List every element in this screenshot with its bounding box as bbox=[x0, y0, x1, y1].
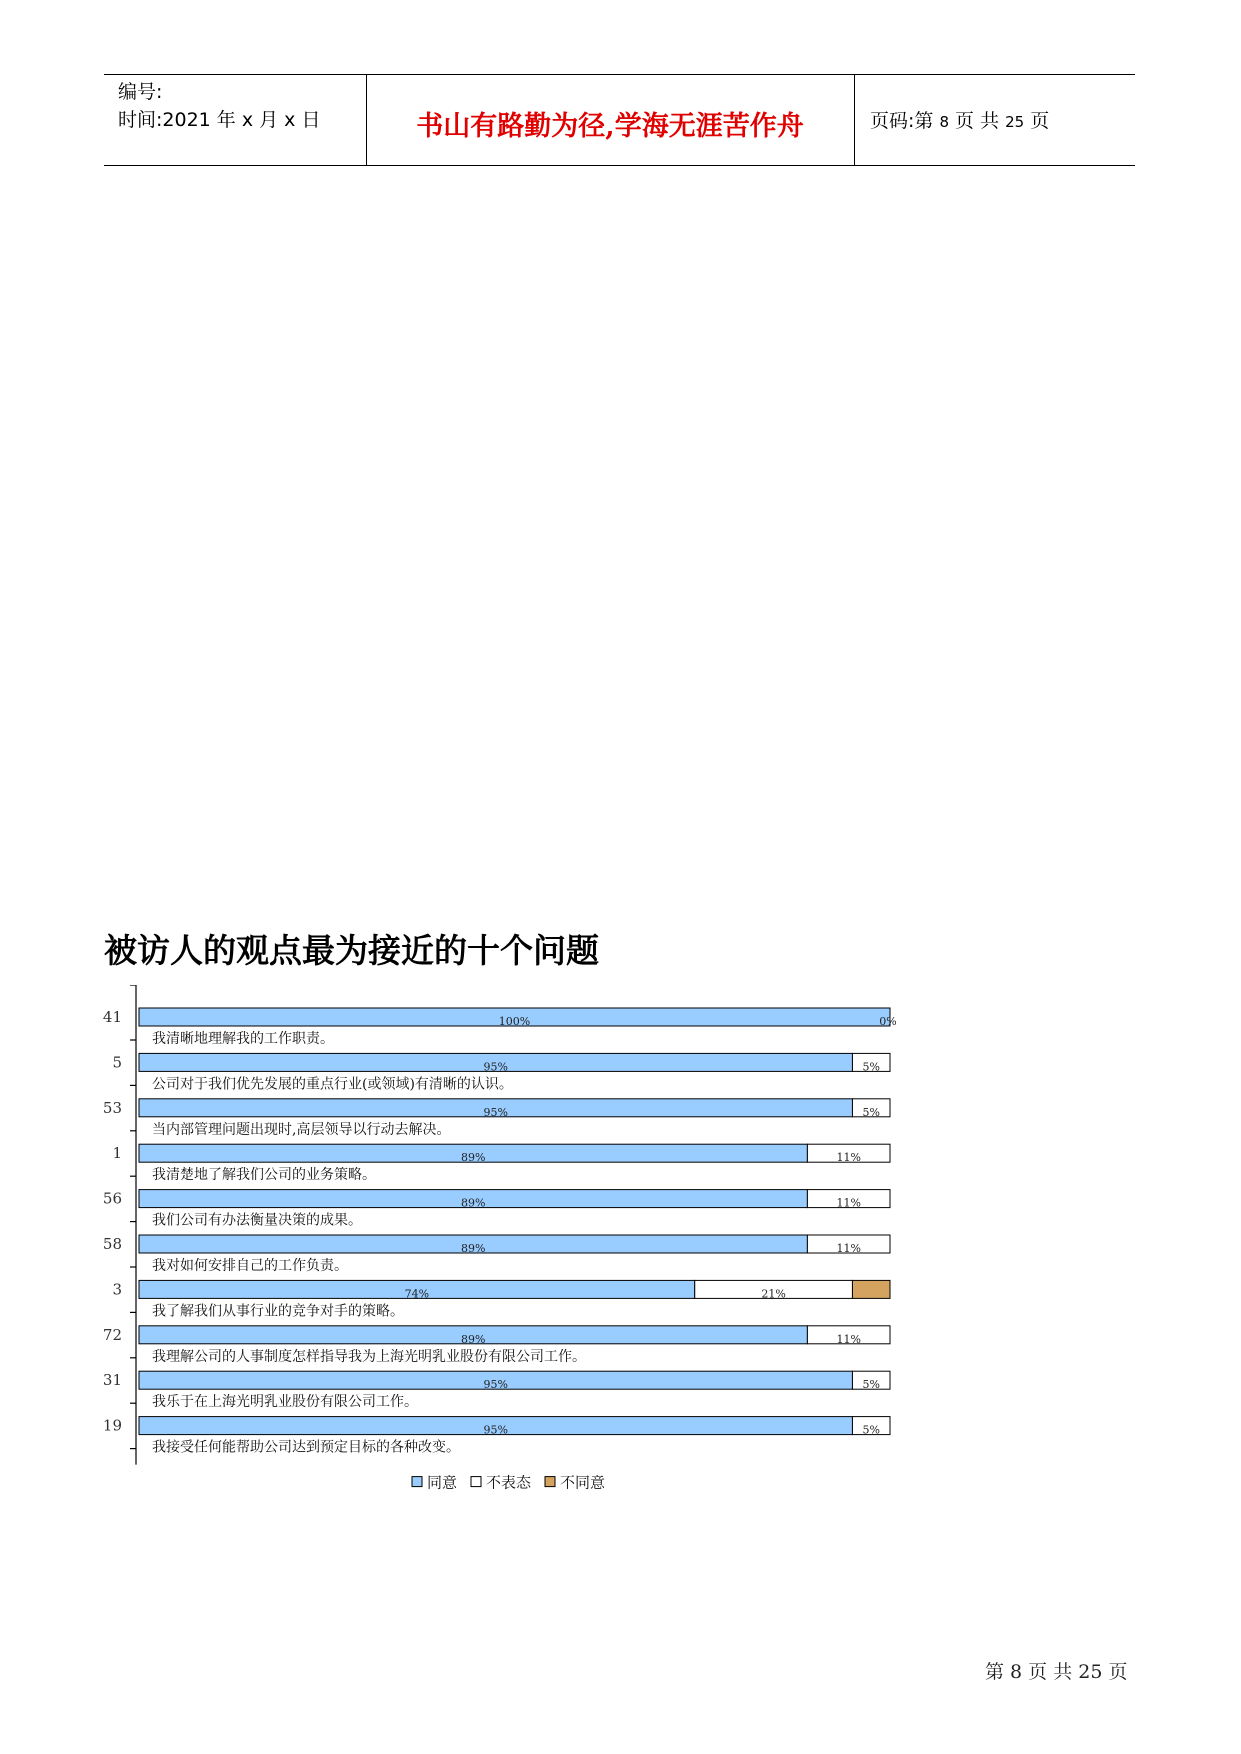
question-label: 当内部管理问题出现时,高层领导以行动去解决。 bbox=[152, 1121, 451, 1138]
data-label: 89% bbox=[460, 1332, 486, 1346]
number-label: 编号: bbox=[118, 81, 163, 103]
header-page-info bbox=[870, 106, 1049, 133]
question-label: 我乐于在上海光明乳业股份有限公司工作。 bbox=[152, 1394, 418, 1411]
data-label: 74% bbox=[404, 1287, 430, 1301]
data-label: 5% bbox=[862, 1423, 880, 1437]
data-label: 5% bbox=[862, 1378, 880, 1392]
legend-label: 不同意 bbox=[560, 1473, 606, 1492]
question-label: 我对如何安排自己的工作负责。 bbox=[152, 1258, 348, 1274]
stacked-bar-chart bbox=[90, 985, 930, 1495]
item-id-label: 3 bbox=[112, 1280, 122, 1299]
item-id-label: 56 bbox=[102, 1189, 122, 1208]
data-label: 89% bbox=[460, 1196, 486, 1210]
question-label: 我理解公司的人事制度怎样指导我为上海光明乳业股份有限公司工作。 bbox=[152, 1348, 586, 1365]
question-label: 我了解我们从事行业的竞争对手的策略。 bbox=[152, 1303, 404, 1320]
item-id-label: 53 bbox=[102, 1098, 122, 1117]
data-label: 95% bbox=[483, 1105, 508, 1119]
header-motto: 书山有路勤为径,学海无涯苦作舟 bbox=[416, 111, 804, 142]
data-label: 11% bbox=[836, 1242, 861, 1255]
page-prefix: 页码:第 bbox=[870, 110, 934, 132]
data-label: 0% bbox=[879, 1015, 897, 1028]
page-suffix: 页 bbox=[1030, 110, 1050, 132]
header-bottom-rule bbox=[104, 165, 1135, 166]
item-id-label: 31 bbox=[102, 1371, 122, 1390]
data-label: 95% bbox=[483, 1378, 508, 1392]
data-label: 89% bbox=[460, 1242, 486, 1255]
legend-swatch bbox=[412, 1477, 422, 1487]
legend-swatch bbox=[545, 1477, 555, 1487]
question-label: 我清晰地理解我的工作职责。 bbox=[152, 1031, 334, 1047]
item-id-label: 5 bbox=[112, 1053, 122, 1072]
item-id-label: 19 bbox=[102, 1416, 122, 1435]
data-label: 11% bbox=[836, 1332, 861, 1346]
data-label: 95% bbox=[483, 1060, 508, 1074]
page-number: 8 bbox=[939, 113, 949, 131]
item-id-label: 41 bbox=[102, 1008, 122, 1026]
data-label: 5% bbox=[862, 1105, 880, 1119]
data-label: 89% bbox=[460, 1151, 486, 1165]
page-header bbox=[104, 74, 1135, 166]
question-label: 我接受任何能帮助公司达到预定目标的各种改变。 bbox=[152, 1439, 460, 1456]
data-label: 5% bbox=[862, 1060, 880, 1074]
data-label: 100% bbox=[498, 1015, 531, 1028]
header-divider bbox=[854, 74, 855, 166]
legend-swatch bbox=[471, 1477, 481, 1487]
data-label: 95% bbox=[483, 1423, 508, 1437]
legend-label: 同意 bbox=[427, 1473, 458, 1492]
question-label: 我们公司有办法衡量决策的成果。 bbox=[152, 1212, 362, 1229]
header-top-rule bbox=[104, 74, 1135, 75]
header-meta bbox=[118, 78, 320, 134]
question-label: 我清楚地了解我们公司的业务策略。 bbox=[152, 1167, 376, 1184]
legend-label: 不表态 bbox=[486, 1473, 532, 1492]
item-id-label: 1 bbox=[112, 1144, 122, 1163]
data-label: 21% bbox=[761, 1287, 786, 1301]
data-label: 11% bbox=[836, 1196, 861, 1210]
time-label: 时间:2021 年 x 月 x 日 bbox=[118, 109, 321, 131]
page-footer: 第 8 页 共 25 页 bbox=[985, 1661, 1128, 1683]
question-label: 公司对于我们优先发展的重点行业(或领域)有清晰的认识。 bbox=[152, 1076, 513, 1093]
data-label: 11% bbox=[836, 1151, 861, 1165]
page-mid: 页 共 bbox=[955, 110, 1000, 132]
item-id-label: 72 bbox=[102, 1325, 122, 1344]
page-total: 25 bbox=[1005, 113, 1025, 131]
item-id-label: 58 bbox=[102, 1235, 122, 1253]
bar-segment bbox=[852, 1280, 890, 1298]
section-title: 被访人的观点最为接近的十个问题 bbox=[104, 931, 599, 970]
